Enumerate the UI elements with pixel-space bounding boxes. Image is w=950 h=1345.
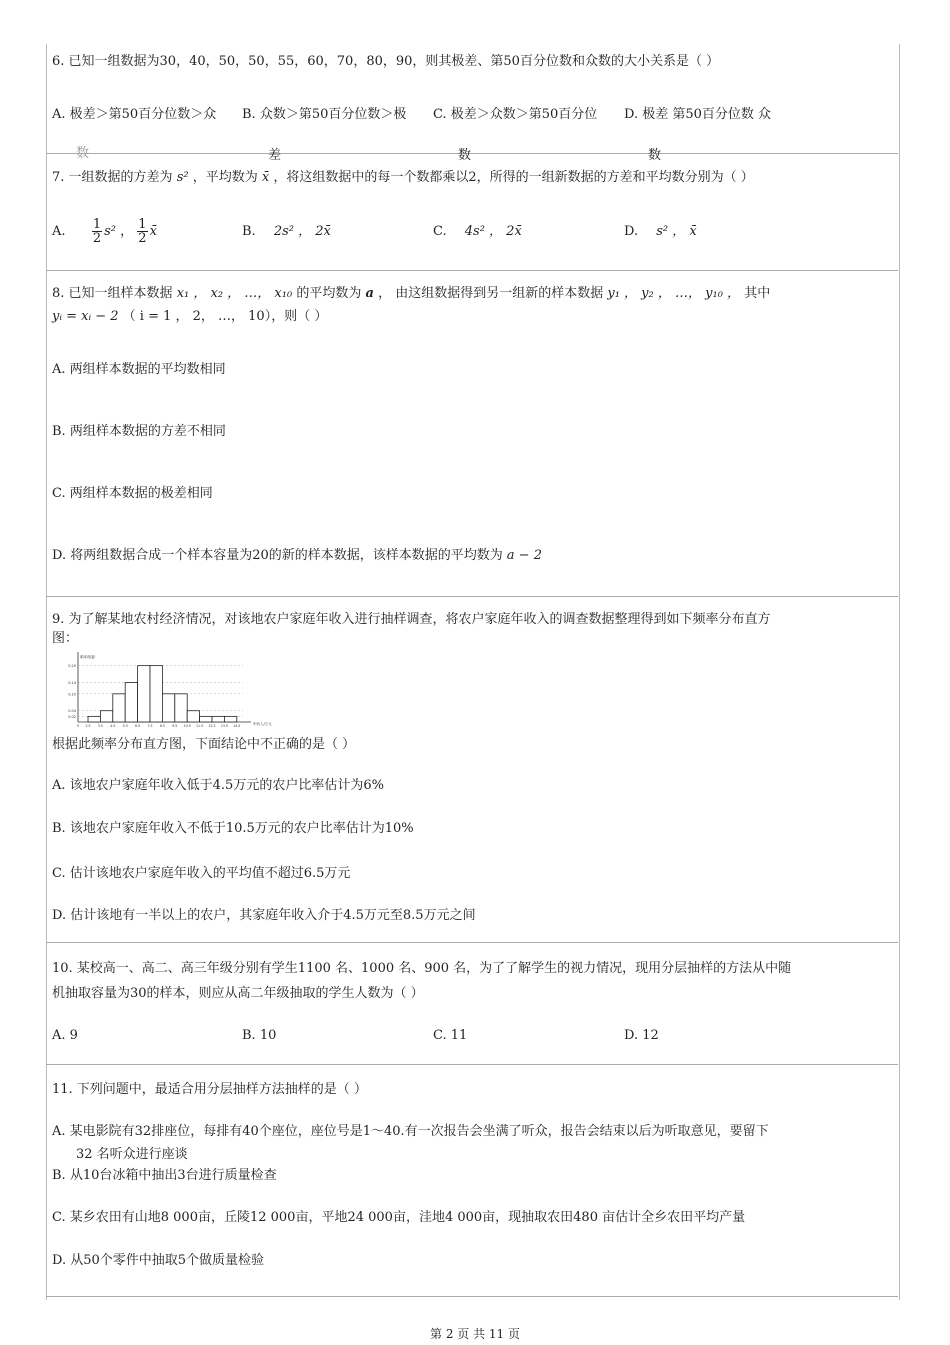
q11-option-b[interactable]: B. 从10台冰箱中抽出3台进行质量检查 [52, 1168, 277, 1183]
y-tick-label: 0.02 [68, 714, 76, 719]
q9-option-d[interactable]: D. 估计该地有一半以上的农户，其家庭年收入介于4.5万元至8.5万元之间 [52, 908, 476, 923]
x-tick-label: 9.5 [172, 724, 178, 728]
histogram-bar [88, 716, 100, 722]
q7-option-b[interactable] [242, 224, 331, 240]
option-text: D. 将两组数据合成一个样本容量为20的新的样本数据，该样本数据的平均数为 [52, 548, 503, 563]
q11-option-a-cont: 32 名听众进行座谈 [76, 1147, 188, 1162]
q7-stem-text: ，将这组数据中的每一个数都乘以2，所得的一组新数据的方差和平均数分别为（ ） [273, 170, 754, 185]
q8-relation: yᵢ = xᵢ − 2 [52, 309, 119, 324]
histogram-bar [150, 666, 162, 722]
q7-mean-symbol: x̄ [261, 170, 270, 185]
q7-stem [52, 170, 754, 186]
q10-stem-line1: 10. 某校高一、高二、高三年级分别有学生1100 名、1000 名、900 名，为了了解学生的视力情况，现用分层抽样的方法从中随 [52, 961, 792, 976]
y-tick-label: 0.14 [68, 681, 76, 686]
q7-option-a[interactable] [52, 214, 157, 250]
x-axis-label: 年收入/万元 [253, 722, 272, 726]
q8-stem-text: （ i = 1 ， 2， …， 10），则（ ） [122, 309, 328, 324]
histogram-bar [200, 716, 212, 722]
option-label: C. [433, 224, 447, 239]
y-tick-label: 0.10 [68, 692, 76, 697]
x-tick-label: 0 [76, 724, 80, 728]
q8-stem-text: 8. 已知一组样本数据 [52, 286, 173, 301]
x-tick-label: 5.5 [122, 724, 128, 728]
divider [46, 1064, 898, 1065]
x-tick-label: 13.5 [220, 724, 228, 728]
q8-stem-text: 的平均数为 [296, 286, 362, 301]
q9-question: 根据此频率分布直方图，下面结论中不正确的是（ ） [52, 737, 356, 752]
q8-option-d[interactable] [52, 548, 542, 564]
fraction: $\frac{1}{2}$ [138, 217, 147, 246]
q8-stem-line1 [52, 286, 770, 302]
q6-option-c[interactable]: C. 极差＞众数＞第50百分位 [433, 107, 598, 122]
divider [46, 1296, 898, 1297]
q8-stem-line2 [52, 309, 327, 325]
x-tick-label: 10.5 [183, 724, 191, 728]
histogram-bar [113, 694, 125, 722]
q8-sample-x: x₁ ， x₂ ， …， x₁₀ [176, 286, 293, 301]
q11-option-d[interactable]: D. 从50个零件中抽取5个做质量检验 [52, 1253, 265, 1268]
q9-option-a[interactable]: A. 该地农户家庭年收入低于4.5万元的农户比率估计为6% [52, 778, 384, 793]
q7-variance-symbol: s² [176, 170, 189, 185]
q6-option-b-wrap: 差 [268, 148, 282, 163]
page-number: 第 2 页 共 11 页 [430, 1327, 520, 1341]
divider [46, 270, 898, 271]
option-label: B. [242, 224, 256, 239]
q9-stem-line1: 9. 为了解某地农村经济情况，对该地农户家庭年收入进行抽样调查，将农户家庭年收入的调查数据整理得到如下频率分布直方 [52, 612, 771, 627]
q11-option-c[interactable]: C. 某乡农田有山地8 000亩，丘陵12 000亩，平地24 000亩，洼地4 000亩，现抽取农田480 亩估计全乡农田平均产量 [52, 1210, 746, 1225]
q6-option-c-wrap: 数 [458, 148, 472, 163]
q6-option-a[interactable]: A. 极差＞第50百分位数＞众 [52, 107, 217, 122]
option-label: D. [624, 224, 639, 239]
x-tick-label: 6.5 [135, 724, 141, 728]
q8-option-b[interactable]: B. 两组样本数据的方差不相同 [52, 424, 226, 439]
q6-option-a-wrap: 数 [76, 146, 90, 161]
y-tick-label: 0.04 [68, 709, 76, 714]
q7-option-c[interactable] [433, 224, 522, 240]
q8-stem-text: 其中 [744, 286, 771, 301]
x-tick-label: 3.5 [97, 724, 103, 728]
y-tick-label: 0.20 [68, 664, 76, 669]
q10-stem-line2: 机抽取容量为30的样本，则应从高二年级抽取的学生人数为（ ） [52, 986, 424, 1001]
x-tick-label: 8.5 [159, 724, 165, 728]
option-math: a − 2 [506, 548, 542, 563]
histogram-bar [100, 711, 112, 722]
q10-option-b[interactable]: B. 10 [242, 1028, 277, 1043]
q10-option-c[interactable]: C. 11 [433, 1028, 468, 1043]
histogram-bar [175, 694, 187, 722]
histogram-bar [138, 666, 150, 722]
q8-mean-a: a [365, 286, 374, 301]
q7-stem-text: 7. 一组数据的方差为 [52, 170, 173, 185]
option-value: s² ， x̄ [656, 224, 697, 239]
q9-option-c[interactable]: C. 估计该地农户家庭年收入的平均值不超过6.5万元 [52, 866, 351, 881]
histogram-bar [162, 694, 174, 722]
q6-option-b[interactable]: B. 众数＞第50百分位数＞极 [242, 107, 407, 122]
q8-option-a[interactable]: A. 两组样本数据的平均数相同 [52, 362, 226, 377]
q7-option-d[interactable] [624, 224, 697, 240]
fraction: $\frac{1}{2}$ [92, 217, 102, 246]
x-tick-label: 12.5 [208, 724, 216, 728]
x-tick-label: 14.5 [233, 724, 241, 728]
variance-symbol: s² [104, 224, 116, 239]
q10-option-d[interactable]: D. 12 [624, 1028, 659, 1043]
option-label: A. [52, 224, 66, 239]
q6-stem: 6. 已知一组数据为30，40，50，50，55，60，70，80，90，则其极差、第50百分位数和众数的大小关系是（ ） [52, 54, 720, 69]
y-axis-label: 频率/组距 [80, 655, 96, 659]
q7-stem-text: ，平均数为 [192, 170, 258, 185]
q8-option-c[interactable]: C. 两组样本数据的极差相同 [52, 486, 213, 501]
option-value: 2s² ， 2x̄ [273, 224, 331, 239]
q8-sample-y: y₁ ， y₂ ， …， y₁₀ ， [607, 286, 741, 301]
x-tick-label: 7.5 [147, 724, 153, 728]
divider [46, 596, 898, 597]
q6-option-d-wrap: 数 [648, 148, 662, 163]
q9-option-b[interactable]: B. 该地农户家庭年收入不低于10.5万元的农户比率估计为10% [52, 821, 414, 836]
q8-stem-text: ， 由这组数据得到另一组新的样本数据 [378, 286, 604, 301]
divider [46, 153, 898, 154]
separator: ， [120, 224, 134, 239]
x-tick-label: 4.5 [110, 724, 116, 728]
q6-option-d[interactable]: D. 极差 第50百分位数 众 [624, 107, 772, 122]
q9-stem-line2: 图： [52, 631, 79, 646]
q10-option-a[interactable]: A. 9 [52, 1028, 78, 1043]
mean-symbol: x̄ [149, 224, 157, 239]
frequency-histogram [50, 650, 272, 732]
q11-option-a[interactable]: A. 某电影院有32排座位，每排有40个座位，座位号是1～40.有一次报告会坐满了听众，报告会结束以后为听取意见，要留下 [52, 1124, 769, 1139]
histogram-bar [224, 716, 236, 722]
histogram-bar [212, 716, 224, 722]
option-value: 4s² ， 2x̄ [464, 224, 522, 239]
x-tick-label: 11.5 [196, 724, 204, 728]
q11-stem: 11. 下列问题中，最适合用分层抽样方法抽样的是（ ） [52, 1082, 367, 1097]
divider [46, 942, 898, 943]
histogram-bar [187, 711, 199, 722]
x-tick-label: 2.5 [85, 724, 91, 728]
histogram-bar [125, 683, 137, 722]
